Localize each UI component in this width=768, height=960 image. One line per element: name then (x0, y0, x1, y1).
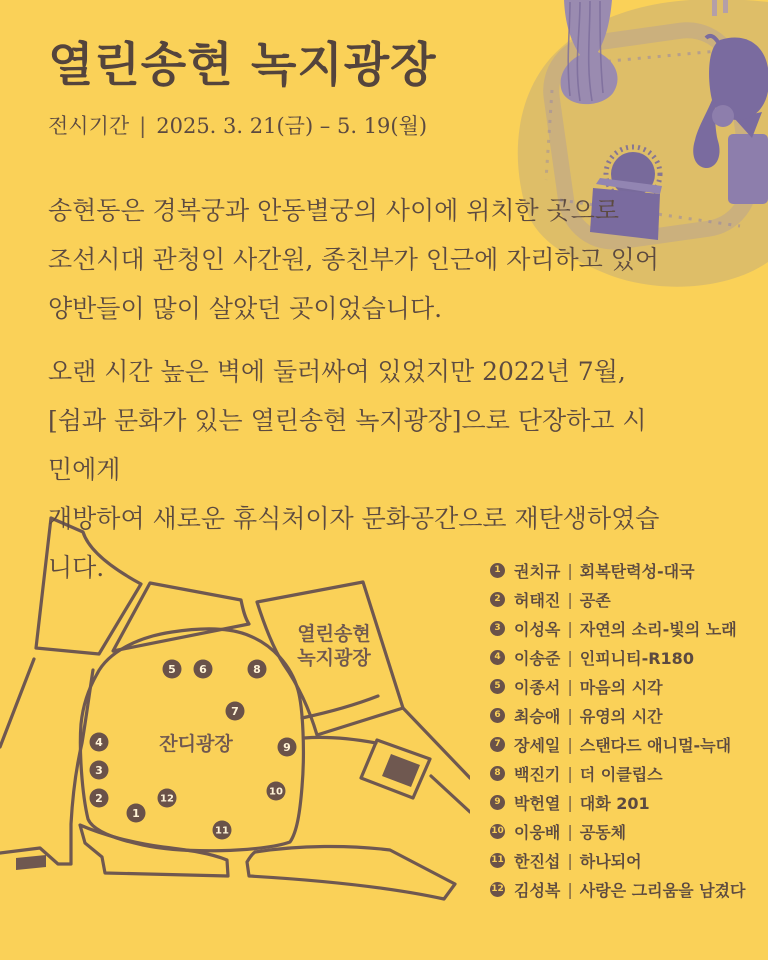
intro-line: [쉼과 문화가 있는 열린송현 녹지광장]으로 단장하고 시민에게 (48, 406, 647, 484)
svg-text:4: 4 (95, 736, 103, 749)
svg-text:1: 1 (132, 807, 140, 820)
intro-line: 개방하여 새로운 휴식처이자 문화공간으로 재탄생하였습니다. (48, 504, 660, 582)
map-road-left-diagonal (0, 659, 34, 747)
legend-number-badge: 11 (490, 853, 505, 868)
intro-line: 조선시대 관청인 사간원, 종친부가 인근에 자리하고 있어 (48, 245, 660, 274)
map-marker-3 (90, 761, 109, 780)
legend-separator: | (567, 822, 573, 841)
map-building-bottom-left (16, 855, 46, 870)
legend-number-badge: 4 (490, 650, 505, 665)
legend-item (490, 730, 745, 759)
legend-number-badge: 3 (490, 621, 505, 636)
svg-text:8: 8 (253, 663, 261, 676)
legend-number-badge: 12 (490, 882, 505, 897)
svg-text:11: 11 (215, 825, 229, 837)
artwork-title: 스탠다드 애니멀-늑대 (579, 736, 732, 755)
legend-number-badge: 10 (490, 824, 505, 839)
svg-text:2: 2 (95, 792, 103, 805)
map-marker-8 (248, 660, 267, 679)
map-lawn-label: 잔디광장 (159, 733, 233, 755)
artist-name: 이성옥 (514, 620, 561, 639)
map-road-left (0, 670, 93, 864)
map-strip-bottom-right (247, 846, 455, 899)
header (48, 38, 437, 140)
artwork-title: 더 이클립스 (579, 765, 663, 784)
legend-item (490, 643, 745, 672)
artwork-title: 마음의 시각 (579, 678, 663, 697)
page-title: 열린송현 녹지광장 (48, 38, 437, 93)
map-marker-10 (267, 782, 286, 801)
legend-separator: | (567, 648, 573, 667)
legend-separator: | (567, 561, 573, 580)
intro-line: 양반들이 많이 살았던 곳이었습니다. (48, 294, 443, 323)
artist-name: 최승애 (514, 707, 561, 726)
artwork-title: 인피니티-R180 (579, 649, 694, 668)
legend-number-badge: 6 (490, 708, 505, 723)
legend-item (490, 556, 745, 585)
legend-separator: | (567, 590, 573, 609)
svg-text:6: 6 (199, 663, 207, 676)
map-marker-1 (127, 804, 146, 823)
legend-number-badge: 7 (490, 737, 505, 752)
legend-number-badge: 2 (490, 592, 505, 607)
artwork-title: 사랑은 그리움을 남겼다 (579, 881, 746, 900)
svg-text:12: 12 (160, 793, 174, 805)
exhibition-period (48, 110, 437, 140)
legend-item (490, 875, 745, 904)
svg-text:3: 3 (95, 764, 103, 777)
artist-name: 권치규 (514, 562, 561, 581)
legend-item (490, 788, 745, 817)
map-marker-2 (90, 789, 109, 808)
artist-name: 한진섭 (514, 852, 561, 871)
legend-separator: | (567, 706, 573, 725)
map-road-right-upper (302, 696, 378, 718)
artwork-title: 공동체 (579, 823, 627, 842)
map-area-label: 열린송현 (297, 623, 371, 645)
map-marker-4 (90, 733, 109, 752)
intro-line: 오랜 시간 높은 벽에 둘러싸여 있었지만 2022년 7월, (48, 357, 626, 386)
legend-separator: | (567, 677, 573, 696)
artist-name: 김성복 (514, 881, 561, 900)
artist-name: 박헌열 (514, 794, 561, 813)
legend-separator: | (567, 851, 573, 870)
legend-separator: | (567, 793, 573, 812)
period-label: 전시기간 (48, 114, 130, 138)
svg-text:5: 5 (168, 663, 176, 676)
legend-separator: | (567, 880, 573, 899)
legend-separator: | (567, 735, 573, 754)
artist-name: 이송준 (514, 649, 561, 668)
artist-name: 이웅배 (514, 823, 561, 842)
legend-item (490, 846, 745, 875)
map-gate-building (382, 754, 420, 787)
period-value: 2025. 3. 21(금) – 5. 19(월) (156, 114, 428, 138)
legend-item (490, 672, 745, 701)
artwork-legend (490, 556, 745, 904)
map-marker-5 (163, 660, 182, 679)
artwork-title: 유영의 시간 (579, 707, 663, 726)
artist-name: 허태진 (514, 591, 561, 610)
map-marker-7 (226, 702, 245, 721)
svg-text:9: 9 (283, 741, 291, 754)
artist-name: 이종서 (514, 678, 561, 697)
map-marker-12 (158, 789, 177, 808)
artist-name: 장세일 (514, 736, 561, 755)
artist-name: 백진기 (514, 765, 561, 784)
period-separator: | (139, 114, 147, 138)
map-road-right-lower (304, 737, 376, 743)
map-area-label: 녹지광장 (297, 647, 371, 669)
map-road-gate-exit (431, 776, 470, 812)
legend-separator: | (567, 764, 573, 783)
legend-number-badge: 5 (490, 679, 505, 694)
intro-paragraph-1 (48, 186, 668, 333)
artwork-title: 회복탄력성-대국 (579, 562, 695, 581)
intro-text (48, 186, 668, 606)
legend-number-badge: 1 (490, 563, 505, 578)
artwork-title: 자연의 소리-빛의 노래 (579, 620, 737, 639)
legend-number-badge: 8 (490, 766, 505, 781)
legend-item (490, 759, 745, 788)
svg-text:10: 10 (269, 786, 283, 798)
svg-text:7: 7 (231, 705, 239, 718)
artwork-title: 공존 (579, 591, 611, 610)
legend-number-badge: 9 (490, 795, 505, 810)
legend-item (490, 585, 745, 614)
artwork-title: 하나되어 (579, 852, 642, 871)
legend-item (490, 614, 745, 643)
legend-separator: | (567, 619, 573, 638)
map-marker-11 (213, 821, 232, 840)
legend-item (490, 701, 745, 730)
artwork-title: 대화 201 (579, 794, 650, 813)
legend-item (490, 817, 745, 846)
map-marker-6 (194, 660, 213, 679)
map-marker-9 (278, 738, 297, 757)
intro-line: 송현동은 경복궁과 안동별궁의 사이에 위치한 곳으로 (48, 196, 620, 225)
